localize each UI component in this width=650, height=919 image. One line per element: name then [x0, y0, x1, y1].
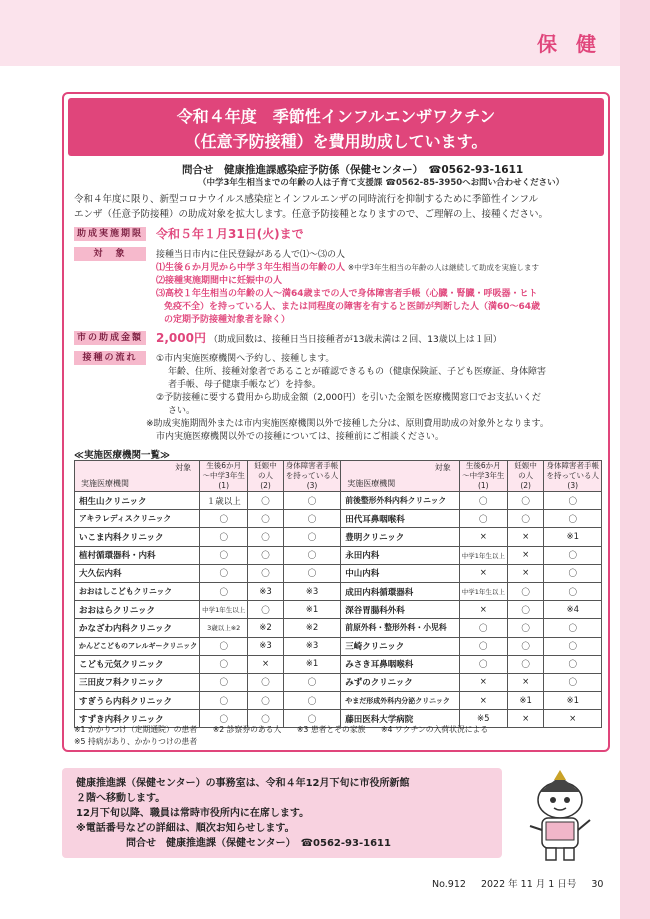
intro-line: 令和４年度に限り、新型コロナウイルス感染症とインフルエンザの同時流行を抑制するために季節性インフル: [74, 194, 539, 205]
institution-name: みさき耳鼻咽喉科: [341, 655, 459, 673]
amount-note: （助成回数は、接種日当日接種者が13歳未満は２回、13歳以上は１回）: [208, 335, 502, 345]
header-col2: 妊娠中 の人 (2): [507, 461, 544, 492]
contact-sub-info: （中学3年生相当までの年齢の人は子育て支援課 ☎0562-85-3950へお問い合わせください）: [198, 178, 565, 188]
note-line-1: ※1 かかりつけ（定期通院）の患者 ※2 診察券のある人 ※3 患者とその家族 ※4 ワクチンの入荷状況による: [74, 725, 489, 734]
side-band: [620, 0, 650, 919]
cell-disability: ※1: [283, 655, 341, 673]
institution-name: 三田皮フ科クリニック: [75, 673, 200, 691]
cell-child: 中学1年生以上: [200, 601, 248, 619]
target-item-3b: 免疫不全）を持っている人、または同程度の障害を有すると医師が判断した人（満60～64歳: [164, 302, 541, 312]
header-col2: 妊娠中 の人 (2): [248, 461, 284, 492]
cell-child: 〇: [200, 655, 248, 673]
table-notes: [74, 724, 488, 748]
table-row: [75, 546, 602, 564]
cell-disability: ※1: [544, 692, 602, 710]
cell-pregnant: ×: [507, 673, 544, 691]
cell-pregnant: 〇: [248, 492, 284, 510]
institution-name: おおはらクリニック: [75, 601, 200, 619]
cell-child: 3歳以上※2: [200, 619, 248, 637]
cell-disability: ※1: [283, 601, 341, 619]
office-move-notice: [62, 768, 502, 858]
cell-disability: ※3: [283, 582, 341, 600]
institution-table: [74, 460, 602, 728]
cell-disability: 〇: [283, 564, 341, 582]
cell-pregnant: 〇: [507, 619, 544, 637]
target-item-1-text: ⑴生後６か月児から中学３年生相当の年齢の人: [156, 263, 346, 273]
intro-text: [74, 192, 602, 222]
institution-name: 中山内科: [341, 564, 459, 582]
cell-disability: 〇: [544, 546, 602, 564]
amount-label: 市の助成金額: [74, 331, 146, 345]
institution-name: アキラレディスクリニック: [75, 510, 200, 528]
cell-pregnant: 〇: [248, 564, 284, 582]
cell-pregnant: ×: [507, 710, 544, 728]
cell-child: ※5: [459, 710, 507, 728]
cell-child: 中学1年生以上: [459, 546, 507, 564]
cell-pregnant: ※3: [248, 582, 284, 600]
title-line-1: 令和４年度 季節性インフルエンザワクチン: [176, 107, 496, 126]
cell-child: ×: [459, 564, 507, 582]
cell-child: 〇: [459, 510, 507, 528]
institution-name: 田代耳鼻咽喉科: [341, 510, 459, 528]
target-item-3a: ⑶高校１年生相当の年齢の人～満64歳までの人で身体障害者手帳（心臓・腎臓・呼吸器・ヒト: [156, 289, 538, 299]
cell-disability: 〇: [544, 492, 602, 510]
cell-disability: 〇: [544, 510, 602, 528]
institution-name: 三崎クリニック: [341, 637, 459, 655]
institution-name: みずのクリニック: [341, 673, 459, 691]
cell-pregnant: 〇: [507, 637, 544, 655]
cell-pregnant: ※2: [248, 619, 284, 637]
table-row: [75, 601, 602, 619]
amount-value: 2,000円: [156, 331, 206, 345]
cell-disability: 〇: [283, 528, 341, 546]
article-box: [62, 92, 610, 752]
cell-disability: 〇: [283, 510, 341, 528]
institution-name: 前原外科・整形外科・小児科: [341, 619, 459, 637]
cell-pregnant: ※1: [507, 692, 544, 710]
target-label: 対 象: [74, 247, 146, 261]
cell-pregnant: ×: [248, 655, 284, 673]
cell-pregnant: 〇: [507, 582, 544, 600]
cell-child: ×: [459, 692, 507, 710]
cell-disability: 〇: [283, 673, 341, 691]
cell-disability: ×: [544, 710, 602, 728]
target-lead: 接種当日市内に住民登録がある人で⑴～⑶の人: [156, 250, 346, 260]
cell-pregnant: 〇: [248, 528, 284, 546]
target-item-1-note: ※中学3年生相当の年齢の人は継続して助成を実施します: [347, 263, 539, 272]
cell-disability: ※4: [544, 601, 602, 619]
cell-child: 〇: [459, 655, 507, 673]
institution-name: 深谷胃腸科外科: [341, 601, 459, 619]
cell-disability: 〇: [544, 582, 602, 600]
corner-top: 対象: [434, 463, 451, 472]
cell-child: 〇: [200, 546, 248, 564]
header-col3: 身体障害者手帳 を持っている人 (3): [283, 461, 341, 492]
cell-child: 〇: [200, 692, 248, 710]
flow-step-1a: ①市内実施医療機関へ予約し、接種します。: [156, 354, 335, 364]
note-line-2: ※5 持病があり、かかりつけの患者: [74, 737, 198, 746]
flow-step-1c: 者手帳、母子健康手帳など）を持参。: [168, 380, 322, 390]
header-corner-right: [341, 461, 459, 492]
notice-line-4: ※電話番号などの詳細は、順次お知らせします。: [76, 823, 295, 834]
issue-date: 2022 年 11 月 1 日号: [480, 879, 577, 890]
institution-name: かんどこどものアレルギークリニック: [75, 637, 200, 655]
notice-line-3: 12月下旬以降、職員は常時市役所内に在席します。: [76, 808, 310, 819]
cell-pregnant: 〇: [507, 655, 544, 673]
header-corner-left: [75, 461, 200, 492]
institution-name: おおはしこどもクリニック: [75, 582, 200, 600]
intro-line: エンザ（任意予防接種）の助成対象を拡大します。任意予防接種となりますので、ご理解の上、接種ください。: [74, 209, 549, 220]
cell-pregnant: 〇: [507, 601, 544, 619]
cell-child: １歳以上: [200, 492, 248, 510]
cell-pregnant: 〇: [248, 673, 284, 691]
header-col1: 生後6か月 ～中学3年生 (1): [459, 461, 507, 492]
cell-child: 〇: [459, 637, 507, 655]
cell-child: 中学1年生以上: [459, 582, 507, 600]
institution-name: 植村循環器科・内科: [75, 546, 200, 564]
corner-top: 対象: [175, 463, 192, 472]
cell-child: 〇: [459, 619, 507, 637]
flow-step-2b: さい。: [168, 406, 196, 416]
cell-child: 〇: [200, 528, 248, 546]
institution-name: 豊明クリニック: [341, 528, 459, 546]
header-col3: 身体障害者手帳 を持っている人 (3): [544, 461, 602, 492]
flow-note-1: ※助成実施期間外または市内実施医療機関以外で接種した分は、原則費用助成の対象外となります。: [146, 419, 549, 429]
table-row: [75, 655, 602, 673]
cell-disability: 〇: [544, 655, 602, 673]
target-item-1: [156, 260, 602, 273]
cell-disability: 〇: [544, 637, 602, 655]
amount-row: [156, 329, 502, 346]
cell-child: ×: [459, 528, 507, 546]
page-number: 30: [591, 879, 604, 890]
institution-name: すぎうら内科クリニック: [75, 692, 200, 710]
institution-name: 藤田医科大学病院: [341, 710, 459, 728]
cell-pregnant: 〇: [248, 692, 284, 710]
section-label: 保 健: [537, 32, 602, 56]
cell-pregnant: ×: [507, 546, 544, 564]
issue-number: No.912: [432, 879, 466, 890]
cell-pregnant: 〇: [248, 546, 284, 564]
corner-bottom: 実施医療機関: [81, 479, 129, 488]
header-col1: 生後6か月 ～中学3年生 (1): [200, 461, 248, 492]
cell-disability: ※2: [283, 619, 341, 637]
cell-pregnant: 〇: [248, 710, 284, 728]
mascot-icon: [516, 770, 604, 862]
notice-line-5: 問合せ 健康推進課（保健センター） ☎0562-93-1611: [126, 838, 391, 849]
target-item-2: ⑵接種実施期間中に妊娠中の人: [156, 276, 283, 286]
institution-name: 成田内科循環器科: [341, 582, 459, 600]
institution-name: やまだ形成外科内分泌クリニック: [341, 692, 459, 710]
cell-child: 〇: [459, 492, 507, 510]
table-row: [75, 564, 602, 582]
cell-disability: 〇: [544, 673, 602, 691]
cell-pregnant: 〇: [507, 510, 544, 528]
cell-disability: 〇: [544, 619, 602, 637]
table-row: [75, 692, 602, 710]
institution-name: 相生山クリニック: [75, 492, 200, 510]
flow-step-1b: 年齢、住所、接種対象者であることが確認できるもの（健康保険証、子ども医療証、身体障害: [168, 367, 547, 377]
cell-disability: 〇: [283, 692, 341, 710]
cell-pregnant: ※3: [248, 637, 284, 655]
cell-child: 〇: [200, 673, 248, 691]
institution-name: いこま内科クリニック: [75, 528, 200, 546]
cell-disability: ※3: [283, 637, 341, 655]
institution-name: こども元気クリニック: [75, 655, 200, 673]
table-row: [75, 510, 602, 528]
cell-pregnant: 〇: [507, 492, 544, 510]
cell-child: 〇: [200, 710, 248, 728]
table-row: [75, 637, 602, 655]
cell-disability: 〇: [283, 546, 341, 564]
cell-pregnant: ×: [507, 564, 544, 582]
target-item-3c: の定期予防接種対象者を除く）: [164, 315, 291, 325]
cell-pregnant: 〇: [248, 510, 284, 528]
notice-line-1: 健康推進課（保健センター）の事務室は、令和４年12月下旬に市役所新館: [76, 778, 410, 789]
period-value: 令和５年１月31日(火)まで: [156, 227, 304, 241]
flow-step-2a: ②予防接種に要する費用から助成金額（2,000円）を引いた金額を医療機関窓口でお支払いくだ: [156, 393, 541, 403]
institution-name: 永田内科: [341, 546, 459, 564]
table-title: ≪実施医療機関一覧≫: [74, 450, 170, 461]
cell-child: 〇: [200, 510, 248, 528]
cell-disability: 〇: [544, 564, 602, 582]
contact-info: 問合せ 健康推進課感染症予防係（保健センター） ☎0562-93-1611: [182, 164, 524, 176]
table-row: [75, 619, 602, 637]
cell-child: 〇: [200, 564, 248, 582]
flow-note-2: 市内実施医療機関以外での接種については、接種前にご相談ください。: [156, 432, 444, 442]
footer: [432, 876, 615, 890]
cell-child: 〇: [200, 637, 248, 655]
notice-line-2: ２階へ移動します。: [76, 793, 166, 804]
corner-bottom: 実施医療機関: [347, 479, 396, 488]
period-label: 助成実施期限: [74, 227, 146, 241]
cell-pregnant: 〇: [248, 601, 284, 619]
institution-name: かなざわ内科クリニック: [75, 619, 200, 637]
table-header-row: [75, 461, 602, 492]
cell-child: ×: [459, 601, 507, 619]
table-body: [75, 492, 602, 728]
cell-disability: 〇: [283, 492, 341, 510]
flow-label: 接種の流れ: [74, 351, 146, 365]
title-band: [68, 98, 604, 156]
table-row: [75, 528, 602, 546]
cell-pregnant: ×: [507, 528, 544, 546]
cell-disability: 〇: [283, 710, 341, 728]
institution-name: 大久伝内科: [75, 564, 200, 582]
institution-name: すずき内科クリニック: [75, 710, 200, 728]
table-row: [75, 582, 602, 600]
cell-child: 〇: [200, 582, 248, 600]
table-row: [75, 673, 602, 691]
institution-name: 前後整形外科内科クリニック: [341, 492, 459, 510]
title-line-2: （任意予防接種）を費用助成しています。: [184, 132, 488, 151]
table-row: [75, 492, 602, 510]
cell-disability: ※1: [544, 528, 602, 546]
cell-child: ×: [459, 673, 507, 691]
